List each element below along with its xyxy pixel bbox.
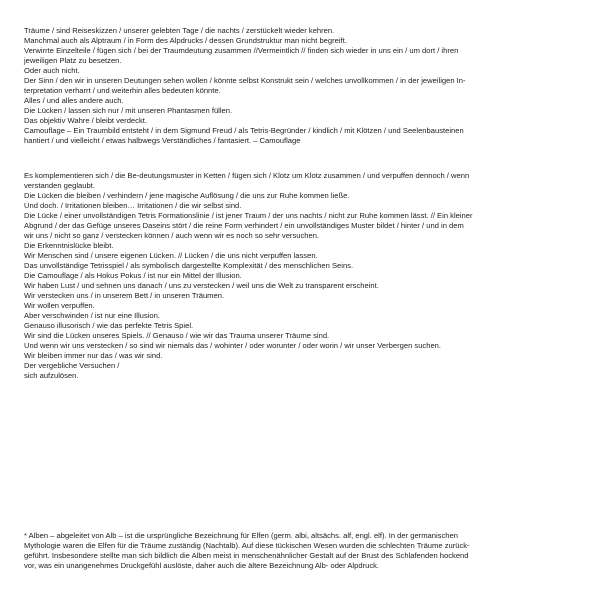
text-line: sich aufzulösen. (24, 371, 79, 380)
text-line: wir uns / nicht so ganz / verstecken können / auch wenn wir es noch so sehr versuchen. (24, 231, 320, 240)
text-line: Wir sind die Lücken unseres Spiels. // Genauso / wie wir das Trauma unserer Träume sind. (24, 331, 330, 340)
footnote-line: * Alben – abgeleitet von Alb – ist die ursprüngliche Bezeichnung für Elfen (germ. albi, altsächs. alf, engl. elf). In der germanischen (24, 531, 458, 540)
text-line: Die Lücke / einer unvollständigen Tetris Formationslinie / ist jener Traum / der uns nachts / nicht zur Ruhe kommen lässt. // Ein kleiner (24, 211, 473, 220)
footnote-line: geführt. Insbesondere stellte man sich bildlich die Alben meist in menschenähnlicher Gestalt auf der Brust des Schlafenden hockend (24, 551, 469, 560)
paragraph-tetris (24, 171, 580, 381)
text-line: verstanden geglaubt. (24, 181, 95, 190)
text-line: Alles / und alles andere auch. (24, 96, 124, 105)
text-line: Die Erkenntnislücke bleibt. (24, 241, 114, 250)
text-line: Wir Menschen sind / unsere eigenen Lücken. // Lücken / die uns nicht verpuffen lassen. (24, 251, 318, 260)
text-line: Aber verschwinden / ist nur eine Illusion. (24, 311, 160, 320)
text-line: Wir bleiben immer nur das / was wir sind. (24, 351, 163, 360)
text-line: Abgrund / der das Gefüge unseres Daseins stört / die reine Form verhindert / ein unvollständiges Muster bildet / hinter / und in dem (24, 221, 464, 230)
text-line: Es komplementieren sich / die Be-deutungsmuster in Ketten / fügen sich / Klotz um Klotz zusammen / und verpuffen dennoch / wenn (24, 171, 470, 180)
text-line: Camouflage – Ein Traumbild entsteht / in dem Sigmund Freud / als Tetris-Begründer / kindlich / mit Klötzen / und Seelenbausteinen (24, 126, 464, 135)
paragraph-dreams (24, 26, 580, 146)
text-line: Wir wollen verpuffen. (24, 301, 95, 310)
text-line: Die Lücken / lassen sich nur / mit unseren Phantasmen füllen. (24, 106, 233, 115)
footnote-line: Mythologie waren die Elfen für die Träume zuständig (Nachtalb). Auf diese tückischen Wesen wurden die schlechten Träume zurück- (24, 541, 470, 550)
text-line: Der Sinn / den wir in unseren Deutungen sehen wollen / könnte selbst Konstrukt sein / welches unvollkommen / in der jeweiligen In- (24, 76, 466, 85)
text-line: Wir haben Lust / und sehnen uns danach / uns zu verstecken / weil uns die Welt zu transparent erscheint. (24, 281, 379, 290)
text-line: Das objektiv Wahre / bleibt verdeckt. (24, 116, 147, 125)
text-line: terpretation verharrt / und weiterhin alles bedeuten könnte. (24, 86, 221, 95)
text-line: Träume / sind Reiseskizzen / unserer gelebten Tage / die nachts / zerstückelt wieder kehren. (24, 26, 335, 35)
text-line: Und doch. / Irritationen bleiben… Irritationen / die wir selbst sind. (24, 201, 242, 210)
text-line: Und wenn wir uns verstecken / so sind wir niemals das / wohinter / oder worunter / oder worin / wir unser Verbergen suchen. (24, 341, 442, 350)
footnote-line: vor, was ein unangenehmes Druckgefühl auslöste, daher auch die ältere Bezeichnung Alb- oder Alpdruck. (24, 561, 380, 570)
text-line: hantiert / und vielleicht / etwas halbwegs Verständliches / fantasiert. – Camouflage (24, 136, 301, 145)
text-line: Wir verstecken uns / in unserem Bett / in unseren Träumen. (24, 291, 225, 300)
text-line: Verwirrte Einzelteile / fügen sich / bei der Traumdeutung zusammen //Vermeintlich // finden sich wieder in uns ein / um dort / ihren (24, 46, 459, 55)
text-line: Das unvollständige Tetrisspiel / als symbolisch dargestellte Komplexität / des menschlichen Seins. (24, 261, 354, 270)
text-line: Manchmal auch als Alptraum / in Form des Alpdrucks / dessen Grundstruktur man nicht begreift. (24, 36, 347, 45)
text-line: jeweiligen Platz zu besetzen. (24, 56, 122, 65)
text-line: Der vergebliche Versuchen / (24, 361, 120, 370)
text-line: Die Camouflage / als Hokus Pokus / ist nur ein Mittel der Illusion. (24, 271, 242, 280)
text-line: Die Lücken die bleiben / verhindern / jene magische Auflösung / die uns zur Ruhe kommen ließe. (24, 191, 350, 200)
text-line: Genauso illusorisch / wie das perfekte Tetris Spiel. (24, 321, 194, 330)
footnote (24, 531, 580, 571)
text-line: Oder auch nicht. (24, 66, 80, 75)
